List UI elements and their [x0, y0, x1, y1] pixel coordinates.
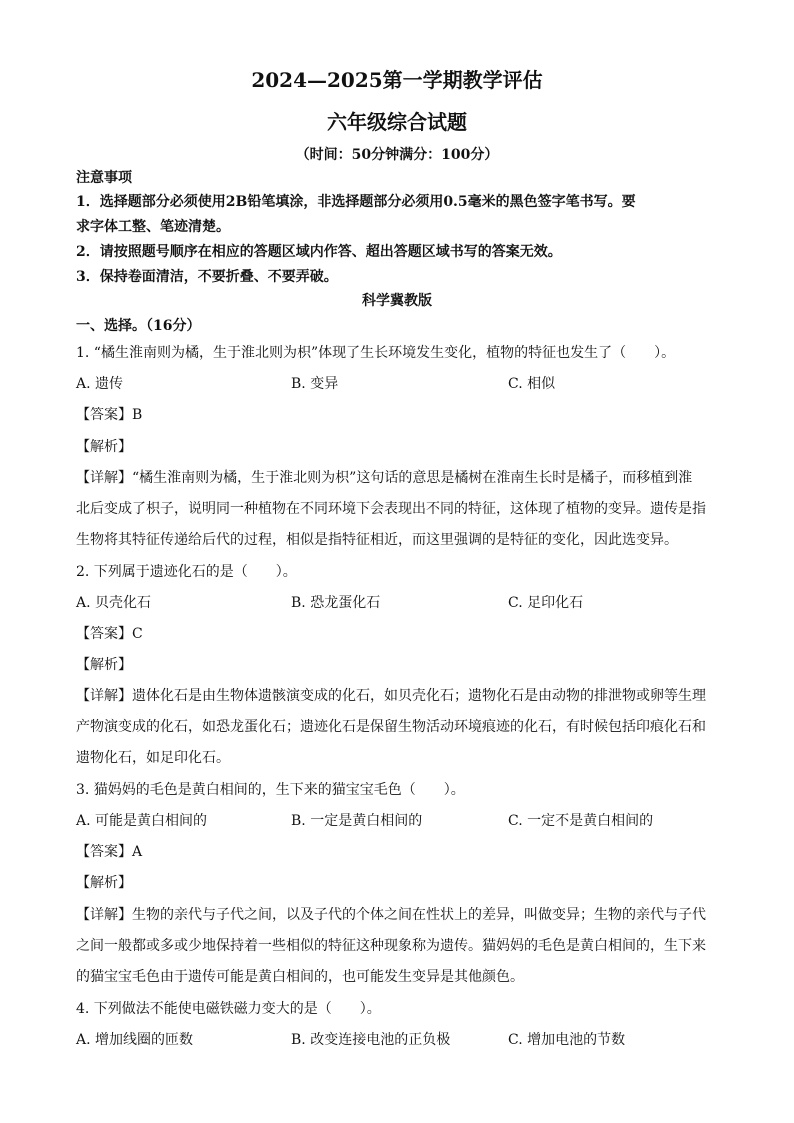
note-3: 3．保持卷面清洁，不要折叠、不要弄破。 [76, 269, 338, 285]
question-1-detail-1: 【详解】“橘生淮南则为橘，生于淮北则为枳”这句话的意思是橘树在淮南生长时是橘子，而移植到淮 [76, 470, 693, 486]
question-1-answer: 【答案】B [76, 407, 143, 423]
question-2-option-b: B. 恐龙蛋化石 [291, 595, 381, 611]
question-2-stem: 2. 下列属于遗迹化石的是（ ）。 [76, 564, 297, 580]
question-4-stem: 4. 下列做法不能使电磁铁磁力变大的是（ ）。 [76, 1001, 381, 1017]
question-2-option-c: C. 足印化石 [508, 595, 584, 611]
question-3-option-c: C. 一定不是黄白相间的 [508, 813, 654, 829]
question-2-detail-1: 【详解】遗体化石是由生物体遗骸演变成的化石，如贝壳化石；遗物化石是由动物的排泄物或卵等生理 [76, 688, 706, 704]
question-3-analysis: 【解析】 [76, 875, 132, 891]
question-2-detail-2: 产物演变成的化石，如恐龙蛋化石；遗迹化石是保留生物活动环境痕迹的化石，有时候包括印痕化石和 [76, 719, 706, 735]
exam-title: 2024—2025第一学期教学评估 [251, 68, 543, 92]
question-3-detail-1: 【详解】生物的亲代与子代之间，以及子代的个体之间在性状上的差异，叫做变异；生物的亲代与子代 [76, 907, 706, 923]
question-4-option-c: C. 增加电池的节数 [508, 1032, 626, 1048]
time-info: （时间：50分钟满分：100分） [295, 147, 499, 163]
note-1-line-1: 1．选择题部分必须使用2B铅笔填涂，非选择题部分必须用0.5毫米的黑色签字笔书写。要 [76, 194, 636, 210]
question-3-answer: 【答案】A [76, 844, 143, 860]
question-4-option-a: A. 增加线圈的匝数 [76, 1032, 194, 1048]
question-1-option-b: B. 变异 [291, 376, 339, 392]
question-2-detail-3: 遗物化石，如足印化石。 [76, 750, 230, 766]
question-4-option-b: B. 改变连接电池的正负极 [291, 1032, 451, 1048]
question-2-analysis: 【解析】 [76, 657, 132, 673]
notes-heading: 注意事项 [76, 170, 132, 186]
question-2-answer: 【答案】C [76, 626, 143, 642]
question-1-option-c: C. 相似 [508, 376, 556, 392]
edition-label: 科学冀教版 [362, 293, 432, 309]
question-2-option-a: A. 贝壳化石 [76, 595, 152, 611]
question-1-detail-3: 生物将其特征传递给后代的过程，相似是指特征相近，而这里强调的是特征的变化，因此选变异。 [76, 532, 678, 548]
section-heading: 一、选择。（16分） [76, 318, 201, 334]
question-3-stem: 3. 猫妈妈的毛色是黄白相间的，生下来的猫宝宝毛色（ ）。 [76, 782, 465, 798]
exam-subtitle: 六年级综合试题 [327, 110, 467, 134]
question-1-stem: 1. “橘生淮南则为橘，生于淮北则为枳”体现了生长环境发生变化，植物的特征也发生了（ ）。 [76, 345, 676, 361]
note-2: 2．请按照题号顺序在相应的答题区域内作答、超出答题区域书写的答案无效。 [76, 244, 562, 260]
question-3-option-b: B. 一定是黄白相间的 [291, 813, 423, 829]
question-1-analysis: 【解析】 [76, 439, 132, 455]
question-1-detail-2: 北后变成了枳子，说明同一种植物在不同环境下会表现出不同的特征，这体现了植物的变异。遗传是指 [76, 501, 706, 517]
question-3-option-a: A. 可能是黄白相间的 [76, 813, 208, 829]
question-3-detail-3: 的猫宝宝毛色由于遗传可能是黄白相间的，也可能发生变异是其他颜色。 [76, 969, 524, 985]
note-1-line-2: 求字体工整、笔迹清楚。 [76, 219, 230, 235]
question-1-option-a: A. 遗传 [76, 376, 124, 392]
question-3-detail-2: 之间一般都或多或少地保持着一些相似的特征这种现象称为遗传。猫妈妈的毛色是黄白相间的，生下来 [76, 938, 706, 954]
